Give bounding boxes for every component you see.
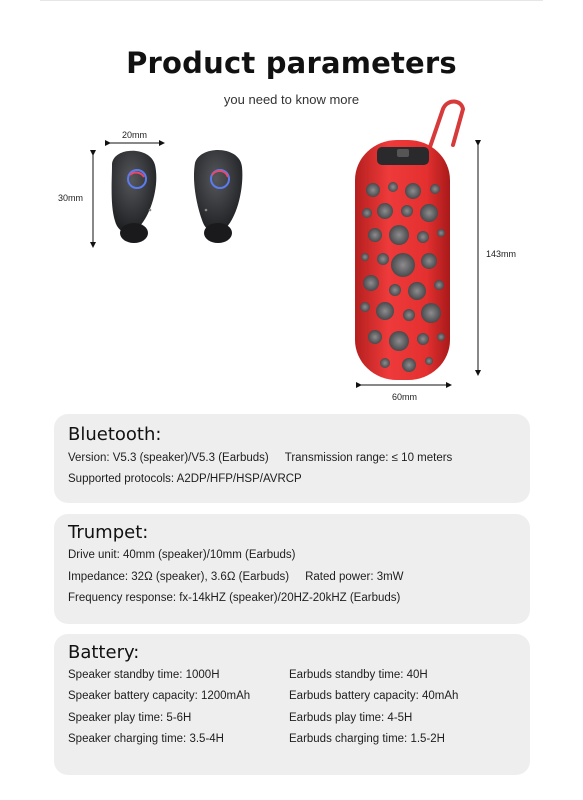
- bluetooth-version: Version: V5.3 (speaker)/V5.3 (Earbuds): [68, 452, 269, 464]
- bluetooth-range: Transmission range: ≤ 10 meters: [284, 452, 453, 464]
- earbuds-height-label: 30mm: [58, 193, 84, 203]
- left-earbud: [112, 151, 157, 243]
- bluetooth-protocols: Supported protocols: A2DP/HFP/HSP/AVRCP: [68, 473, 302, 485]
- earbuds-image: [60, 125, 260, 260]
- trumpet-power: Rated power: 3mW: [305, 571, 404, 583]
- battery-heading: Battery:: [68, 642, 140, 663]
- trumpet-impedance: Impedance: 32Ω (speaker), 3.6Ω (Earbuds): [68, 571, 290, 583]
- battery-earbuds-standby: Earbuds standby time: 40H: [289, 669, 428, 681]
- battery-earbuds-charging: Earbuds charging time: 1.5-2H: [289, 733, 445, 745]
- speaker-image: [345, 95, 495, 400]
- speaker-width-label: 60mm: [392, 392, 418, 402]
- page-title: Product parameters: [126, 46, 457, 80]
- battery-speaker-capacity: Speaker battery capacity: 1200mAh: [68, 690, 251, 702]
- battery-earbuds-play: Earbuds play time: 4-5H: [289, 712, 413, 724]
- carabiner-hook: [430, 102, 463, 148]
- battery-speaker-play: Speaker play time: 5-6H: [68, 712, 192, 724]
- battery-speaker-charging: Speaker charging time: 3.5-4H: [68, 733, 224, 745]
- bluetooth-card: [54, 414, 530, 503]
- trumpet-frequency: Frequency response: fx-14kHZ (speaker)/20HZ-20kHZ (Earbuds): [68, 592, 401, 604]
- right-earbud: [194, 150, 242, 243]
- battery-card: [54, 634, 530, 775]
- bluetooth-heading: Bluetooth:: [68, 424, 162, 445]
- trumpet-card: [54, 514, 530, 624]
- trumpet-heading: Trumpet:: [68, 522, 149, 543]
- top-divider: [40, 0, 543, 1]
- speaker-height-label: 143mm: [486, 249, 517, 259]
- earbuds-width-label: 20mm: [122, 130, 148, 140]
- trumpet-drive-unit: Drive unit: 40mm (speaker)/10mm (Earbuds): [68, 549, 296, 561]
- page-subtitle: you need to know more: [223, 92, 360, 107]
- battery-earbuds-capacity: Earbuds battery capacity: 40mAh: [289, 690, 459, 702]
- battery-speaker-standby: Speaker standby time: 1000H: [68, 669, 220, 681]
